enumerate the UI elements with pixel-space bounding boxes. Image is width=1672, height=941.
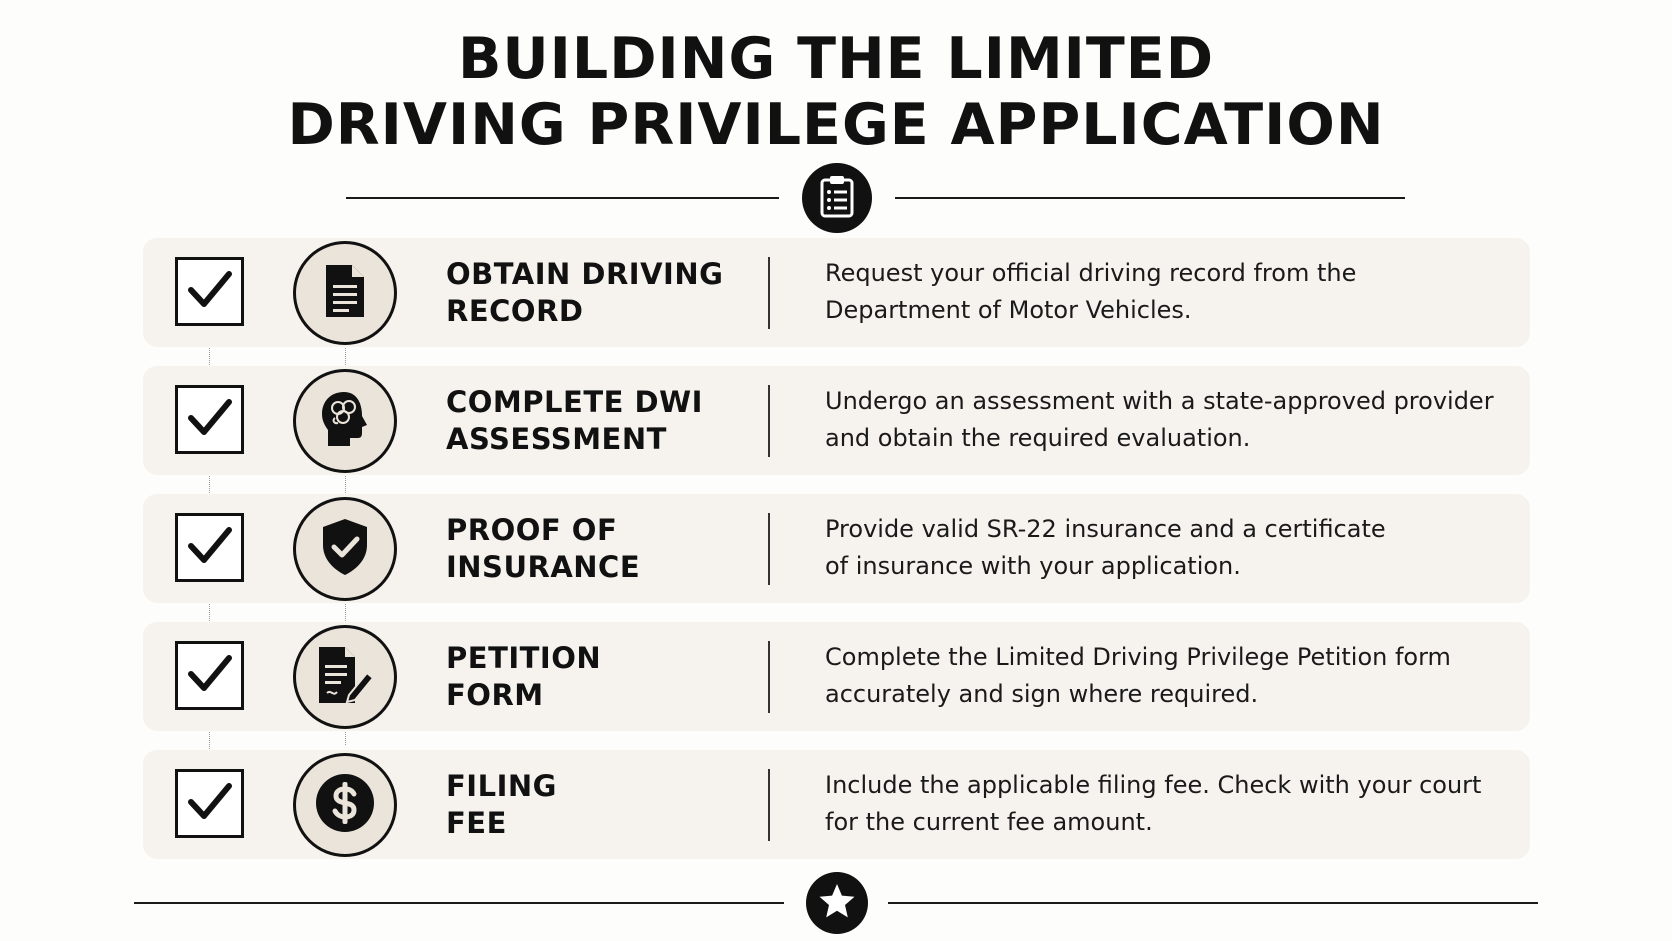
step-checkbox[interactable] [175, 769, 244, 838]
step-row-3 [143, 494, 1530, 603]
step-row-4 [143, 622, 1530, 731]
step-description: Undergo an assessment with a state-approved provider and obtain the required evaluation. [825, 387, 1494, 452]
title-line-1: BUILDING THE LIMITED [457, 26, 1215, 92]
step-divider [768, 385, 770, 457]
header-rule-left [346, 197, 779, 199]
step-title: COMPLETE DWI ASSESSMENT [446, 385, 703, 456]
step-row-5 [143, 750, 1530, 859]
header-badge [802, 163, 872, 233]
shield-check-icon [319, 517, 371, 581]
footer-rule-right [888, 902, 1538, 904]
step-title: FILING FEE [446, 769, 557, 840]
document-icon [322, 263, 368, 323]
footer-badge [806, 872, 868, 934]
step-checkbox[interactable] [175, 257, 244, 326]
header-rule-right [895, 197, 1405, 199]
step-icon-circle [293, 753, 397, 857]
clipboard-checklist-icon [817, 174, 857, 222]
dollar-coin-icon [314, 772, 376, 838]
step-divider [768, 513, 770, 585]
page-title [0, 26, 1672, 158]
step-icon-circle [293, 241, 397, 345]
step-row-2 [143, 366, 1530, 475]
step-checkbox[interactable] [175, 385, 244, 454]
step-checkbox[interactable] [175, 513, 244, 582]
checkmark-icon [186, 268, 234, 316]
footer-rule-left [134, 902, 784, 904]
title-line-2: DRIVING PRIVILEGE APPLICATION [287, 92, 1385, 158]
step-icon-circle [293, 625, 397, 729]
step-description: Include the applicable filing fee. Check with your court for the current fee amount. [825, 771, 1482, 836]
step-row-1 [143, 238, 1530, 347]
step-description: Provide valid SR-22 insurance and a certificate of insurance with your application. [825, 515, 1386, 580]
step-divider [768, 641, 770, 713]
step-title: PETITION FORM [446, 641, 602, 712]
checkmark-icon [186, 396, 234, 444]
step-divider [768, 769, 770, 841]
brain-head-icon [318, 390, 372, 452]
step-title: PROOF OF INSURANCE [446, 513, 641, 584]
form-pencil-icon [315, 645, 375, 709]
step-description: Request your official driving record from the Department of Motor Vehicles. [825, 259, 1357, 324]
step-title: OBTAIN DRIVING RECORD [446, 257, 724, 328]
step-icon-circle [293, 497, 397, 601]
star-icon [818, 882, 856, 924]
step-description: Complete the Limited Driving Privilege Petition form accurately and sign where required. [825, 643, 1451, 708]
step-checkbox[interactable] [175, 641, 244, 710]
checkmark-icon [186, 524, 234, 572]
checkmark-icon [186, 780, 234, 828]
checkmark-icon [186, 652, 234, 700]
step-divider [768, 257, 770, 329]
step-icon-circle [293, 369, 397, 473]
